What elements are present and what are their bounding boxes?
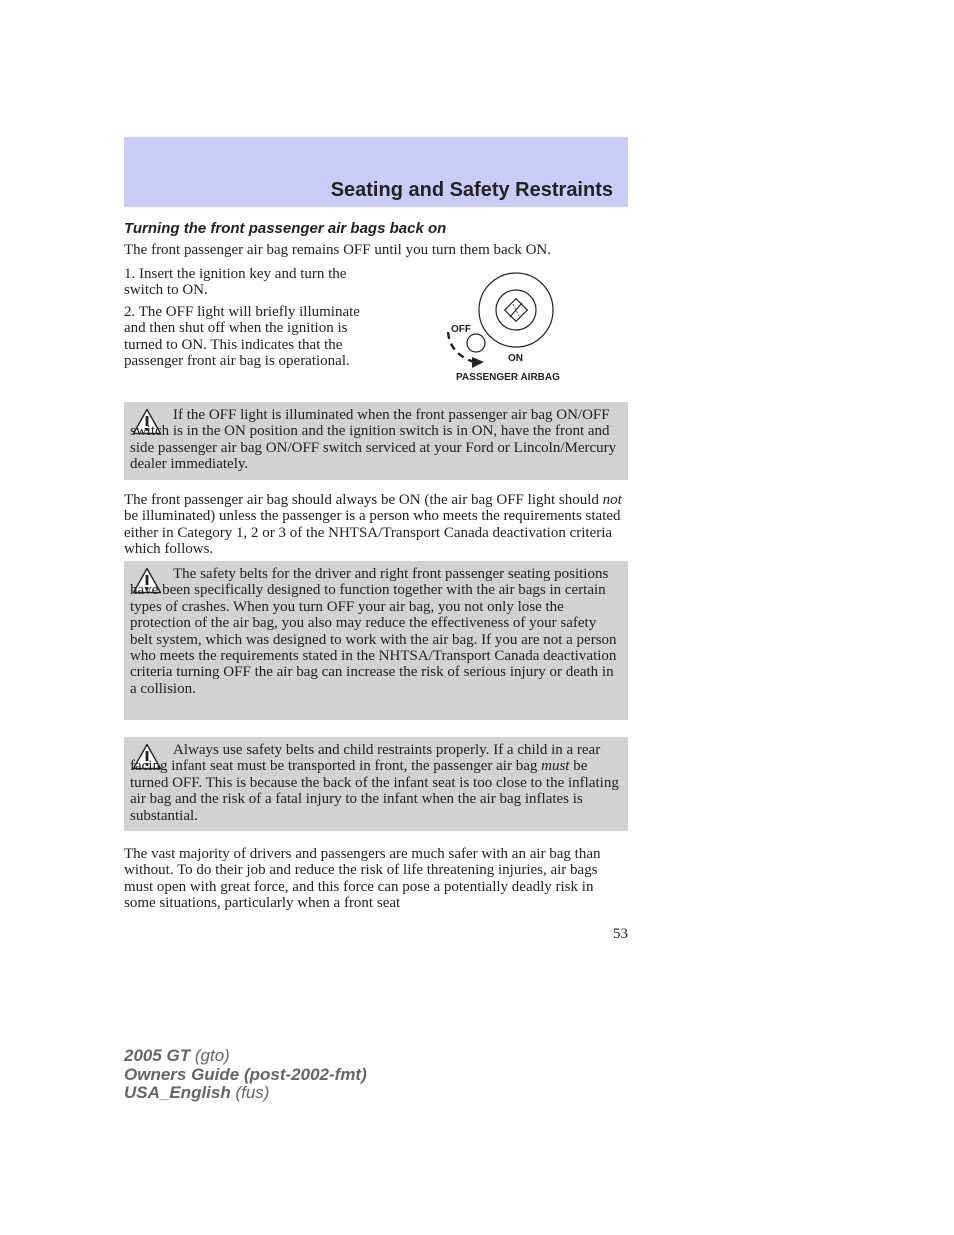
document-footer (124, 1047, 367, 1103)
figure-caption: PASSENGER AIRBAG (456, 372, 560, 383)
body-paragraph-2: The vast majority of drivers and passengers are much safer with an air bag than without. To do their job and reduce the risk of life threatening injuries, air bags must open with great force, and this force can pose a potentially deadly risk in some situations, particularly when a front seat (124, 846, 601, 912)
intro-paragraph: The front passenger air bag remains OFF until you turn them back ON. (124, 242, 551, 258)
warning-3-text: Always use safety belts and child restraints properly. If a child in a rear facing infant seat must be transported in front, the passenger air bag must be turned OFF. This is because the back of the infant seat is too close to the inflating air bag and the risk of a fatal injury to the infant when the air bag inflates is substantial. (130, 742, 619, 824)
airbag-switch-icon (440, 270, 590, 385)
warning-1-text: If the OFF light is illuminated when the front passenger air bag ON/OFF switch is in the ON position and the ignition switch is in ON, have the front and side passenger air bag ON/OFF switch serviced at your Ford or Lincoln/Mercury dealer immediately. (130, 407, 617, 473)
page-number: 53 (613, 926, 628, 942)
emphasis-not: not (602, 492, 622, 508)
warning-box-3 (124, 737, 628, 831)
body-paragraph-1: The front passenger air bag should always be ON (the air bag OFF light should not be illuminated) unless the passenger is a person who meets the requirements stated either in Category 1, 2 or 3 of the NHTSA/Transport Canada deactivation criteria which follows. (124, 492, 622, 558)
warning-2-text: The safety belts for the driver and right front passenger seating positions have been specifically designed to function together with the air bags in certain types of crashes. When you turn OFF your air bag, you not only lose the protection of the air bag, you also may reduce the effectiveness of your safety belt system, which was designed to work with the air bag. If you are not a person who meets the requirements stated in the NHTSA/Transport Canada deactivation criteria turning OFF the air bag can increase the risk of serious injury or death in a collision. (130, 566, 617, 697)
emphasis-must: must (541, 758, 570, 775)
footer-line-2: Owners Guide (post-2002-fmt) (124, 1064, 367, 1084)
step-2: 2. The OFF light will briefly illuminate and then shut off when the ignition is turned to ON. This indicates that the passenger front air bag is operational. (124, 304, 360, 370)
section-header (124, 137, 628, 207)
switch-off-label: OFF (451, 324, 471, 335)
footer-line-1: 2005 GT (gto) (124, 1046, 230, 1065)
footer-line-3: USA_English (fus) (124, 1083, 270, 1102)
page-title: Seating and Safety Restraints (330, 179, 613, 201)
subheading: Turning the front passenger air bags back on (124, 220, 447, 237)
switch-on-label: ON (508, 353, 523, 364)
step-1: 1. Insert the ignition key and turn the switch to ON. (124, 266, 347, 299)
warning-box-2 (124, 561, 628, 720)
warning-box-1 (124, 402, 628, 480)
